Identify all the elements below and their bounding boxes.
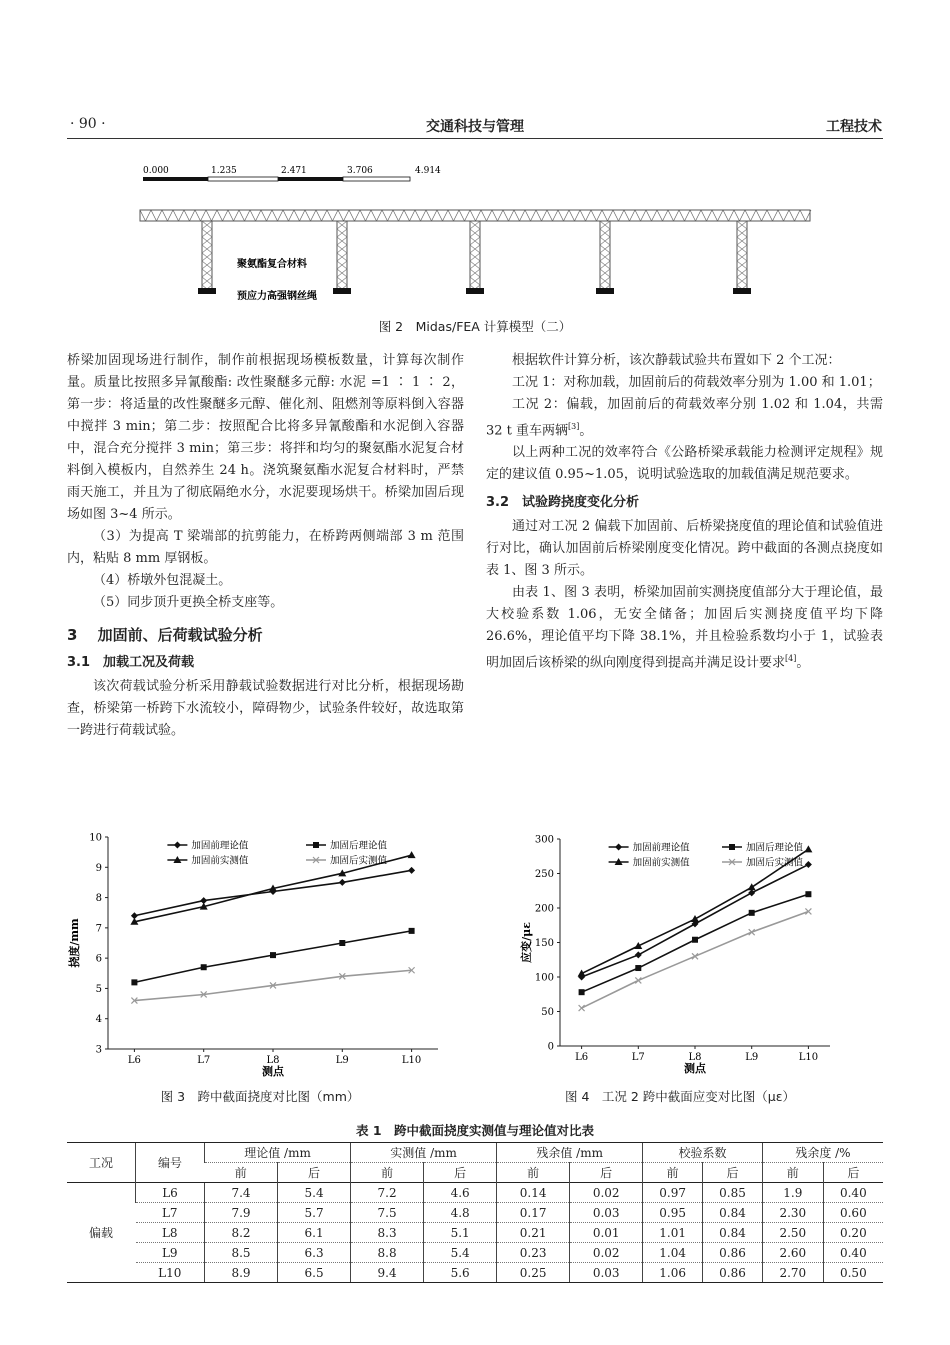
table-cell: 0.84 [703, 1223, 763, 1243]
y-tick-label: 250 [534, 869, 554, 880]
table-cell: 9.4 [351, 1263, 424, 1283]
table-cell: 7.5 [351, 1203, 424, 1223]
y-tick-label: 150 [534, 938, 554, 949]
legend-label: 加固后实测值 [330, 855, 388, 867]
paragraph-end: 。 [796, 655, 810, 671]
header-cell: 实测值 /mm [351, 1143, 497, 1163]
table-cell: 0.20 [823, 1223, 883, 1243]
data-point [579, 1005, 585, 1011]
figure2-bridge-model [135, 160, 815, 310]
legend-entry [609, 842, 691, 854]
figure2-caption: 图 2 Midas/FEA 计算模型（二） [378, 319, 572, 334]
legend-label: 加固后实测值 [746, 857, 804, 869]
table-cell: 0.50 [823, 1263, 883, 1283]
scale-bar [143, 166, 441, 181]
x-tick-label: L7 [631, 1052, 645, 1063]
y-tick-label: 3 [95, 1044, 102, 1056]
paragraph: 该次荷载试验分析采用静载试验数据进行对比分析，根据现场勘查，桥梁第一桥跨下水流较小，障碍物少，试验条件较好，故选取第一跨进行荷载试验。 [67, 679, 464, 738]
header-cell: 残余度 /% [762, 1143, 883, 1163]
reference-mark: [3] [568, 422, 580, 431]
group-cell: 偏载 [67, 1183, 136, 1283]
data-point [749, 910, 755, 916]
table-cell: 0.25 [497, 1263, 570, 1283]
table-cell: 0.21 [497, 1223, 570, 1243]
paragraph: 工况 1：对称加载，加固前后的荷载效率分别为 1.00 和 1.01； [512, 375, 881, 390]
table-cell: 2.60 [762, 1243, 823, 1263]
x-tick-label: L6 [127, 1055, 141, 1066]
legend-entry [306, 840, 388, 852]
pier [337, 221, 347, 291]
table-cell: 2.30 [762, 1203, 823, 1223]
series-square [579, 891, 812, 995]
data-point [408, 867, 415, 874]
table-cell: 4.6 [424, 1183, 497, 1203]
data-point [131, 979, 137, 985]
table-cell: 0.86 [703, 1243, 763, 1263]
table-cell: 2.50 [762, 1223, 823, 1243]
table-cell: 8.5 [205, 1243, 278, 1263]
table-cell: 1.04 [643, 1243, 703, 1263]
data-point [339, 940, 345, 946]
subheader-cell: 后 [703, 1163, 763, 1183]
paragraph: 通过对工况 2 偏载下加固前、后桥梁挠度值的理论值和试验值进行对比，确认加固前后桥梁刚度变化情况。跨中截面的各测点挠度如表 1、图 3 所示。 [486, 519, 883, 579]
y-tick-label: 50 [541, 1007, 554, 1018]
y-tick-label: 9 [95, 862, 102, 874]
table-cell: 0.03 [570, 1203, 643, 1223]
legend-label: 加固前理论值 [632, 842, 690, 854]
table1-caption: 表 1 跨中截面挠度实测值与理论值对比表 [355, 1123, 595, 1138]
data-point [635, 977, 641, 983]
header-cell: 工况 [67, 1143, 136, 1183]
pier-base [333, 288, 351, 294]
x-tick-label: L9 [335, 1055, 349, 1066]
table-cell: L9 [136, 1243, 205, 1263]
x-tick-label: L10 [401, 1055, 422, 1066]
y-tick-label: 6 [95, 953, 102, 965]
header-cell: 编号 [136, 1143, 205, 1183]
table-cell: 5.4 [424, 1243, 497, 1263]
data-point [579, 989, 585, 995]
table-cell: 1.06 [643, 1263, 703, 1283]
y-axis-label: 应变/με [520, 922, 533, 963]
page-number: · 90 · [70, 116, 106, 132]
data-point [635, 951, 642, 958]
subheader-cell: 前 [643, 1163, 703, 1183]
table-cell: 5.7 [278, 1203, 351, 1223]
pier [202, 221, 212, 291]
subheader-cell: 后 [823, 1163, 883, 1183]
table-cell: 0.85 [703, 1183, 763, 1203]
table-cell: 5.4 [278, 1183, 351, 1203]
x-tick-label: L7 [197, 1055, 211, 1066]
scale-tick: 4.914 [415, 166, 441, 176]
table-cell: 0.40 [823, 1183, 883, 1203]
journal-title: 交通科技与管理 [426, 119, 524, 135]
table-cell: 7.4 [205, 1183, 278, 1203]
legend-label: 加固后理论值 [330, 840, 388, 852]
table-cell: 4.8 [424, 1203, 497, 1223]
table-cell: 0.84 [703, 1203, 763, 1223]
subheader-cell: 后 [424, 1163, 497, 1183]
figure4-caption: 图 4 工况 2 跨中截面应变对比图（με） [564, 1089, 796, 1104]
pier [470, 221, 480, 291]
scale-tick: 1.235 [211, 166, 237, 176]
section-heading: 3 加固前、后荷载试验分析 [67, 626, 263, 644]
series-diamond [131, 867, 415, 919]
paragraph-text: 工况 2：偏载，加固前后的荷载效率分别 1.02 和 1.04，共需 32 t 重车两辆 [486, 397, 883, 439]
y-tick-label: 8 [95, 893, 102, 905]
figure3-caption: 图 3 跨中截面挠度对比图（mm） [160, 1089, 360, 1104]
table-cell: 0.17 [497, 1203, 570, 1223]
legend-label: 加固前理论值 [191, 840, 249, 852]
table-row [67, 1243, 883, 1263]
subheader-cell: 前 [497, 1163, 570, 1183]
table-cell: 5.6 [424, 1263, 497, 1283]
table-cell: L8 [136, 1223, 205, 1243]
table-cell: 7.9 [205, 1203, 278, 1223]
table-header-row [67, 1143, 883, 1163]
label-wire: 预应力高强钢丝绳 [237, 291, 317, 302]
scale-tick: 3.706 [347, 166, 373, 176]
subheader-cell: 前 [234, 1166, 247, 1180]
y-axis-label: 挠度/mm [68, 918, 81, 968]
header-rule [67, 138, 883, 139]
paragraph: （5）同步顶升更换全桥支座等。 [93, 595, 284, 610]
data-point [339, 879, 346, 886]
table-cell: 0.01 [570, 1223, 643, 1243]
legend-label: 加固后理论值 [746, 842, 804, 854]
x-axis-label: 测点 [684, 1062, 706, 1075]
legend-entry [609, 857, 691, 869]
label-material: 聚氨酯复合材料 [237, 259, 307, 270]
table-cell: 7.2 [351, 1183, 424, 1203]
deflection-chart [65, 825, 455, 1085]
data-point [748, 889, 755, 896]
x-axis-label: 测点 [262, 1065, 284, 1078]
data-point [748, 883, 756, 890]
legend-entry [167, 855, 249, 867]
paragraph: 以上两种工况的效率符合《公路桥梁承载能力检测评定规程》规定的建议值 0.95~1.05，说明试验选取的加载值满足规范要求。 [486, 445, 883, 483]
y-tick-label: 100 [534, 972, 554, 984]
table-cell: 6.5 [278, 1263, 351, 1283]
table-cell: 0.95 [643, 1203, 703, 1223]
table-row [67, 1203, 883, 1223]
right-column [486, 350, 883, 675]
pier-base [198, 288, 216, 294]
table-cell: 8.9 [205, 1263, 278, 1283]
y-tick-label: 7 [95, 923, 102, 935]
pier-base [466, 288, 484, 294]
subsection-heading: 3.2 试验跨挠度变化分析 [486, 495, 640, 511]
header-cell: 校验系数 [643, 1143, 763, 1163]
paragraph: 根据软件计算分析，该次静载试验共布置如下 2 个工况： [512, 353, 841, 368]
table-row [67, 1263, 883, 1283]
x-tick-label: L10 [798, 1052, 819, 1063]
paragraph: 桥梁加固现场进行制作，制作前根据现场模板数量，计算每次制作量。质量比按照多异氰酸酯: 改性聚醚多元醇: 水泥 =1 ∶ 1 ∶ 2，第一步：将适量的改性聚醚多元醇、催化剂、阻燃剂等原料倒入容器中搅拌 3 min；第二步：按照配合比将多异氰酸酯和水泥倒入容器中，混合充分搅拌 3 min；第三步：将拌和均匀的聚氨酯水泥复合材料倒入模板内，自然养生 24 h。浇筑聚氨酯水泥复合材料时，严禁雨天施工，并且为了彻底隔绝水分，水泥要现场烘干。桥梁加固后现场如图 3~4 所示。 [67, 353, 464, 522]
table-row [67, 1223, 883, 1243]
pier-base [596, 288, 614, 294]
data-point [729, 844, 735, 850]
x-tick-label: L9 [745, 1052, 759, 1063]
data-point [313, 842, 319, 848]
series-square [131, 928, 414, 985]
table-cell: 6.3 [278, 1243, 351, 1263]
table-cell: 0.14 [497, 1183, 570, 1203]
header-cell: 理论值 /mm [205, 1143, 351, 1163]
paragraph [486, 394, 883, 442]
table-cell: 0.23 [497, 1243, 570, 1263]
pier [737, 221, 747, 291]
table-cell: 8.2 [205, 1223, 278, 1243]
table-cell: 1.9 [762, 1183, 823, 1203]
table-cell: 0.02 [570, 1183, 643, 1203]
comparison-table [67, 1142, 883, 1283]
x-tick-label: L8 [266, 1055, 280, 1066]
table-cell: 6.1 [278, 1223, 351, 1243]
scale-tick: 2.471 [281, 166, 307, 176]
data-point [805, 861, 812, 868]
data-point [201, 964, 207, 970]
pier [600, 221, 610, 291]
data-point [408, 851, 416, 858]
pier-base [733, 288, 751, 294]
data-point [615, 844, 622, 851]
paragraph [486, 582, 883, 674]
x-tick-label: L6 [575, 1052, 589, 1063]
subheader-cell: 前 [762, 1163, 823, 1183]
reference-mark: [4] [785, 654, 797, 664]
bridge-deck [140, 210, 811, 221]
table-cell: L7 [136, 1203, 205, 1223]
paragraph: （3）为提高 T 梁端部的抗剪能力，在桥跨两侧端部 3 m 范围内，粘贴 8 mm 厚钢板。 [67, 529, 464, 566]
data-point [691, 915, 699, 922]
header-cell: 残余值 /mm [497, 1143, 643, 1163]
data-point [174, 842, 181, 849]
table-cell: 8.3 [351, 1223, 424, 1243]
bridge-piers [198, 221, 751, 294]
table-cell: 2.70 [762, 1263, 823, 1283]
legend-label: 加固前实测值 [632, 857, 690, 869]
y-tick-label: 5 [95, 983, 102, 995]
data-point [692, 953, 698, 959]
y-tick-label: 300 [534, 834, 554, 846]
table-cell: L10 [136, 1263, 205, 1283]
paragraph-text: 由表 1、图 3 表明，桥梁加固前实测挠度值部分大于理论值，最大校验系数 1.06，无安全储备；加固后实测挠度值平均下降 26.6%，理论值平均下降 38.1%，并且检验系数均小于 1，试验表明加固后该桥梁的纵向刚度得到提高并满足设计要求 [486, 585, 883, 671]
data-point [804, 845, 812, 852]
table-cell: 0.97 [643, 1183, 703, 1203]
table-row [67, 1183, 883, 1203]
legend-entry [722, 857, 804, 869]
legend-entry [722, 842, 804, 854]
y-tick-label: 200 [534, 903, 554, 915]
left-column [67, 350, 464, 742]
strain-chart [505, 825, 860, 1085]
subheader-cell: 前 [351, 1163, 424, 1183]
series-line [582, 894, 809, 992]
legend-entry [167, 840, 249, 852]
table-cell: 5.1 [424, 1223, 497, 1243]
subsection-heading: 3.1 加载工况及荷载 [67, 655, 195, 670]
table-cell: L6 [136, 1183, 205, 1203]
y-tick-label: 0 [547, 1041, 554, 1053]
subheader-cell: 后 [278, 1163, 351, 1183]
subheader-cell: 后 [570, 1163, 643, 1183]
data-point [692, 937, 698, 943]
paragraph-end: 。 [579, 423, 593, 439]
y-tick-label: 4 [95, 1014, 102, 1026]
x-tick-label: L8 [688, 1052, 702, 1063]
data-point [270, 952, 276, 958]
data-point [805, 891, 811, 897]
legend-entry [306, 855, 388, 867]
table-cell: 8.8 [351, 1243, 424, 1263]
series-x [131, 967, 414, 1003]
data-point [409, 928, 415, 934]
table-cell: 0.86 [703, 1263, 763, 1283]
legend-label: 加固前实测值 [191, 855, 249, 867]
table-cell: 0.60 [823, 1203, 883, 1223]
table-cell: 0.02 [570, 1243, 643, 1263]
section-title: 工程技术 [826, 119, 882, 135]
table-cell: 0.40 [823, 1243, 883, 1263]
data-point [635, 965, 641, 971]
table-cell: 1.01 [643, 1223, 703, 1243]
scale-tick: 0.000 [143, 166, 169, 176]
paragraph: （4）桥墩外包混凝土。 [93, 573, 232, 588]
table-cell: 0.03 [570, 1263, 643, 1283]
y-tick-label: 10 [89, 832, 102, 844]
